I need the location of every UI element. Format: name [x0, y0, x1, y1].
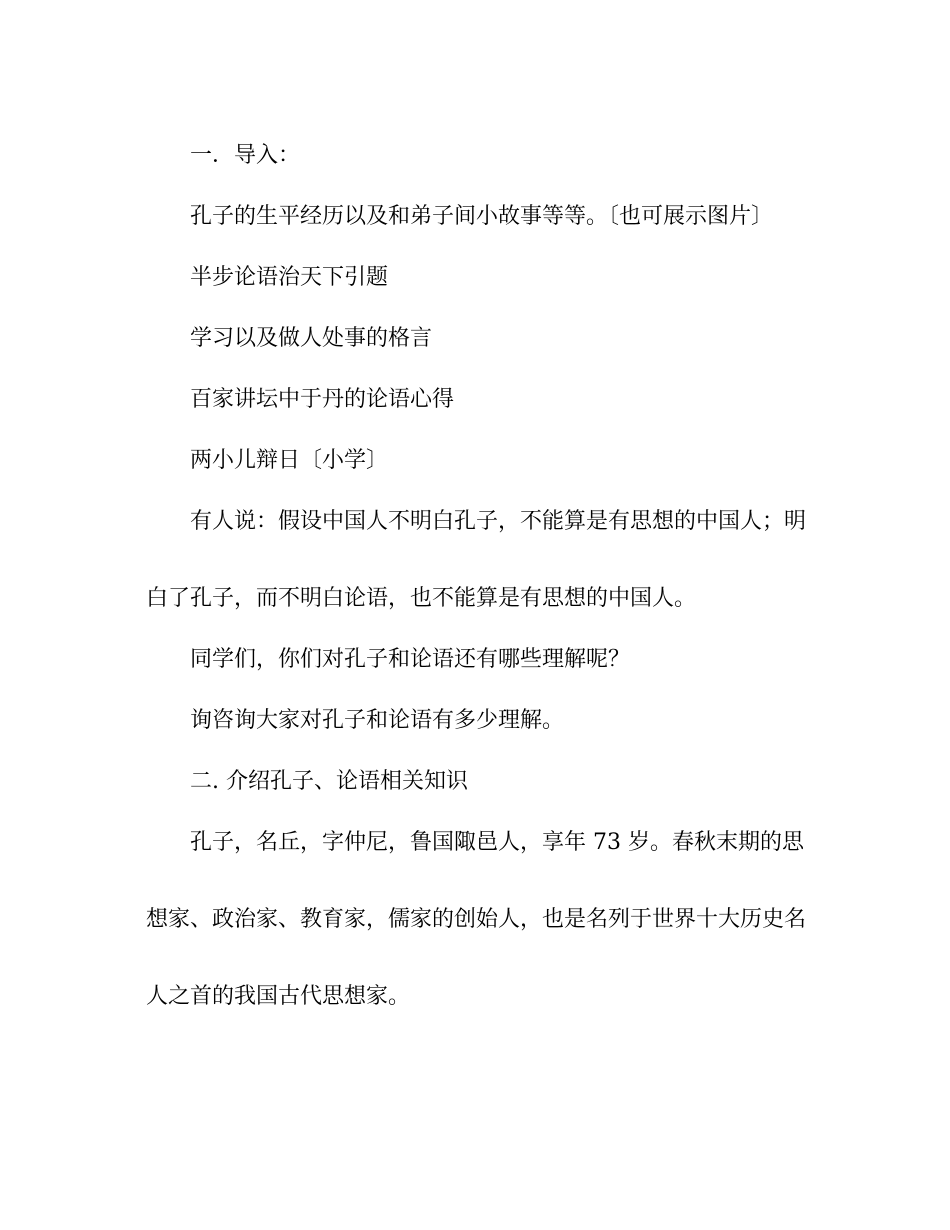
paragraph: 两小儿辩日〔小学〕 [190, 448, 389, 473]
document-body [146, 140, 806, 1013]
section-heading-intro: 一．导入： [190, 143, 301, 168]
paragraph-line: 孔子，名丘，字仲尼，鲁国陬邑人，享年 73 岁。春秋末期的思 [190, 830, 804, 855]
paragraph: 询咨询大家对孔子和论语有多少理解。 [190, 708, 565, 733]
paragraph-line-continued: 人之首的我国古代思想家。 [146, 984, 411, 1009]
paragraph: 百家讲坛中于丹的论语心得 [190, 387, 455, 412]
paragraph-line-continued: 白了孔子，而不明白论语，也不能算是有思想的中国人。 [146, 586, 697, 611]
paragraph: 半步论语治天下引题 [190, 265, 389, 290]
paragraph: 同学们，你们对孔子和论语还有哪些理解呢？ [190, 647, 631, 672]
paragraph: 学习以及做人处事的格言 [190, 326, 433, 351]
paragraph: 孔子的生平经历以及和弟子间小故事等等。〔也可展示图片〕 [190, 204, 774, 229]
section-heading-confucius: 二. 介绍孔子、论语相关知识 [190, 769, 468, 794]
paragraph-line-continued: 想家、政治家、教育家，儒家的创始人，也是名列于世界十大历史名 [146, 907, 807, 932]
paragraph-line: 有人说：假设中国人不明白孔子，不能算是有思想的中国人；明 [190, 509, 807, 534]
